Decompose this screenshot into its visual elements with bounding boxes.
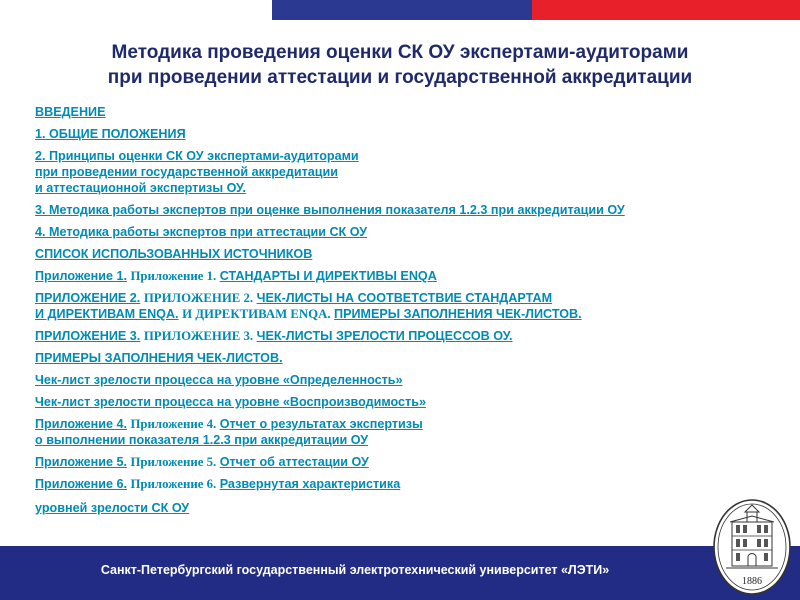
- link-app-1[interactable]: Приложение 1.: [35, 269, 127, 283]
- title-line-2: при проведении аттестации и государственной аккредитации: [107, 67, 693, 88]
- link-checklist-2[interactable]: Чек-лист зрелости процесса на уровне «Воспроизводимость»: [35, 395, 426, 409]
- app-2-label-2: И ДИРЕКТИВАМ ENQA.: [182, 307, 331, 321]
- link-section-2-line-1[interactable]: 2. Принципы оценки СК ОУ экспертами-аудиторами: [35, 149, 359, 163]
- app-2-label: ПРИЛОЖЕНИЕ 2.: [143, 291, 254, 305]
- link-app-5-title[interactable]: Отчет об аттестации ОУ: [219, 455, 369, 469]
- link-app-2-title[interactable]: ЧЕК-ЛИСТЫ НА СООТВЕТСТВИЕ СТАНДАРТАМ: [256, 291, 553, 305]
- link-app-3-title[interactable]: ЧЕК-ЛИСТЫ ЗРЕЛОСТИ ПРОЦЕССОВ ОУ.: [256, 329, 513, 343]
- toc-item-3: [35, 202, 780, 218]
- top-bar-red: [532, 0, 800, 20]
- app-1-label: Приложение 1.: [130, 269, 217, 283]
- link-section-2-line-2[interactable]: при проведении государственной аккредитации: [35, 165, 339, 179]
- toc-item-app-5: [35, 454, 780, 470]
- link-checklist-1[interactable]: Чек-лист зрелости процесса на уровне «Определенность»: [35, 373, 403, 387]
- toc-item-app-2: [35, 290, 780, 322]
- link-app-4[interactable]: Приложение 4.: [35, 417, 127, 431]
- link-intro[interactable]: ВВЕДЕНИЕ: [35, 105, 106, 119]
- emblem-year: 1886: [742, 576, 762, 587]
- title-line-1: Методика проведения оценки СК ОУ экспертами-аудиторами: [111, 42, 689, 63]
- app-4-label: Приложение 4.: [130, 417, 217, 431]
- link-app-3[interactable]: ПРИЛОЖЕНИЕ 3.: [35, 329, 141, 343]
- link-app-2[interactable]: ПРИЛОЖЕНИЕ 2.: [35, 291, 141, 305]
- link-section-3[interactable]: 3. Методика работы экспертов при оценке выполнения показателя 1.2.3 при аккредитации ОУ: [35, 203, 625, 217]
- link-app-4-title[interactable]: Отчет о результатах экспертизы: [219, 417, 423, 431]
- university-emblem-icon: [712, 498, 792, 596]
- app-5-label: Приложение 5.: [130, 455, 217, 469]
- link-examples[interactable]: ПРИМЕРЫ ЗАПОЛНЕНИЯ ЧЕК-ЛИСТОВ.: [35, 351, 283, 365]
- toc-item-1: [35, 126, 780, 142]
- footer-university-name: Санкт-Петербургский государственный электротехнический университет «ЛЭТИ»: [100, 563, 610, 577]
- top-bar-blue: [272, 0, 532, 20]
- toc-item-sources: [35, 246, 780, 262]
- link-app-1-title[interactable]: СТАНДАРТЫ И ДИРЕКТИВЫ ENQA: [219, 269, 437, 283]
- app-3-label: ПРИЛОЖЕНИЕ 3.: [143, 329, 254, 343]
- link-app-2-examples[interactable]: ПРИМЕРЫ ЗАПОЛНЕНИЯ ЧЕК-ЛИСТОВ.: [334, 307, 582, 321]
- page-title: [20, 40, 780, 90]
- link-section-4[interactable]: 4. Методика работы экспертов при аттестации СК ОУ: [35, 225, 368, 239]
- toc-item-app-3: [35, 328, 780, 344]
- toc-item-4: [35, 224, 780, 240]
- toc-item-2: [35, 148, 780, 196]
- footer-bar: [0, 546, 800, 600]
- link-app-4-line-2[interactable]: о выполнении показателя 1.2.3 при аккредитации ОУ: [35, 433, 369, 447]
- link-app-6-title[interactable]: Развернутая характеристика: [219, 477, 401, 491]
- link-app-2-line-2[interactable]: И ДИРЕКТИВАМ ENQA.: [35, 307, 179, 321]
- toc-item-check-2: [35, 394, 780, 410]
- link-app-6[interactable]: Приложение 6.: [35, 477, 127, 491]
- toc-item-check-1: [35, 372, 780, 388]
- toc-item-app-6-cont: [35, 500, 780, 516]
- app-6-label: Приложение 6.: [130, 477, 217, 491]
- link-app-5[interactable]: Приложение 5.: [35, 455, 127, 469]
- link-sources[interactable]: СПИСОК ИСПОЛЬЗОВАННЫХ ИСТОЧНИКОВ: [35, 247, 313, 261]
- toc-item-intro: [35, 104, 780, 120]
- toc-item-app-6: [35, 476, 780, 492]
- link-section-1[interactable]: 1. ОБЩИЕ ПОЛОЖЕНИЯ: [35, 127, 186, 141]
- link-app-6-line-2[interactable]: уровней зрелости СК ОУ: [35, 501, 190, 515]
- toc-item-examples: [35, 350, 780, 366]
- table-of-contents: [35, 104, 780, 516]
- toc-item-app-1: [35, 268, 780, 284]
- toc-item-app-4: [35, 416, 780, 448]
- link-section-2-line-3[interactable]: и аттестационной экспертизы ОУ.: [35, 181, 246, 195]
